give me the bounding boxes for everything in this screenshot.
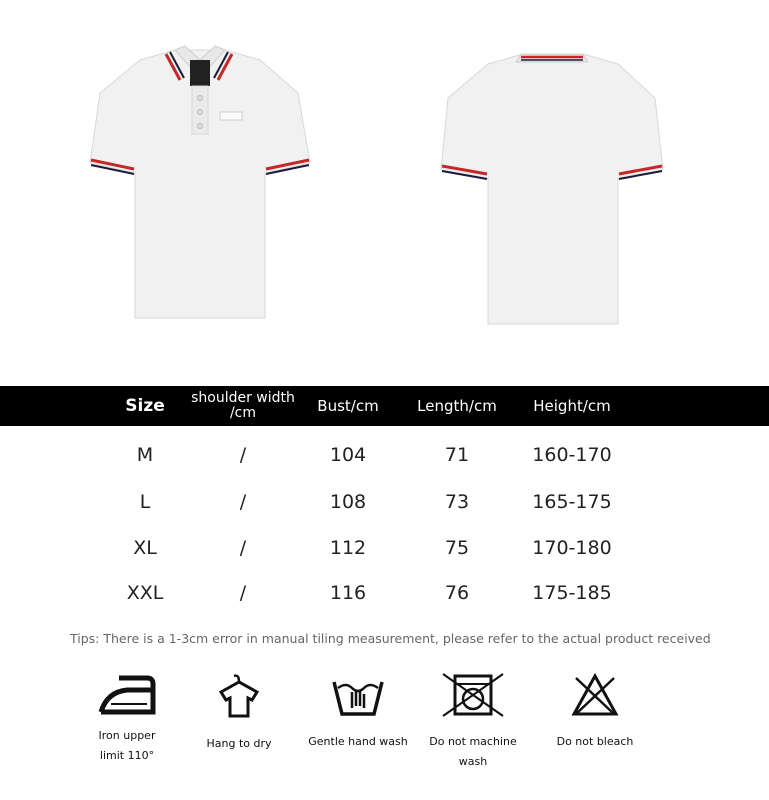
cell-size: L	[139, 491, 151, 513]
cell-length: 73	[444, 491, 470, 513]
header-bust: Bust/cm	[317, 396, 379, 415]
hand-wash-icon	[330, 672, 386, 718]
cell-height: 175-185	[532, 582, 612, 604]
header-shoulder-line1: shoulder width	[191, 390, 295, 406]
hang-dry-icon	[216, 672, 262, 720]
measurement-tip: Tips: There is a 1-3cm error in manual tiling measurement, please refer to the actual product received	[70, 631, 711, 646]
care-hang-dry	[184, 672, 294, 754]
care-label: Hang to dry	[206, 737, 272, 750]
cell-shoulder: /	[239, 491, 247, 513]
back-view-image	[433, 38, 733, 338]
cell-size: XL	[133, 537, 157, 559]
care-no-machine-wash	[418, 672, 528, 772]
cell-size: M	[136, 444, 154, 466]
cell-bust: 116	[329, 582, 367, 604]
care-label: Gentle hand wash	[308, 735, 408, 748]
header-size: Size	[125, 395, 165, 416]
cell-height: 170-180	[532, 537, 612, 559]
no-bleach-icon	[570, 672, 620, 718]
cell-bust: 108	[329, 491, 367, 513]
cell-height: 165-175	[532, 491, 612, 513]
care-label: limit 110°	[99, 749, 155, 762]
front-view-image	[80, 38, 380, 338]
header-height: Height/cm	[533, 396, 611, 415]
care-hand-wash	[303, 672, 413, 752]
table-row	[0, 435, 769, 475]
care-label: Iron upper	[98, 729, 156, 742]
care-no-bleach	[540, 672, 650, 752]
no-machine-wash-icon	[441, 672, 505, 718]
cell-size: XXL	[126, 582, 164, 604]
cell-shoulder: /	[239, 582, 247, 604]
care-label: Do not machine wash	[429, 735, 517, 768]
table-row	[0, 528, 769, 568]
header-shoulder-width	[180, 386, 306, 426]
size-table-header	[0, 386, 769, 426]
care-iron	[72, 672, 182, 766]
cell-bust: 104	[329, 444, 367, 466]
cell-bust: 112	[329, 537, 367, 559]
cell-shoulder: /	[239, 537, 247, 559]
cell-length: 71	[444, 444, 470, 466]
cell-length: 76	[444, 582, 470, 604]
cell-shoulder: /	[239, 444, 247, 466]
care-label: Do not bleach	[556, 735, 634, 748]
header-length: Length/cm	[417, 396, 497, 415]
cell-height: 160-170	[532, 444, 612, 466]
iron-icon	[97, 672, 157, 718]
header-shoulder-line2: /cm	[229, 405, 257, 421]
cell-length: 75	[444, 537, 470, 559]
table-row	[0, 482, 769, 522]
table-row	[0, 573, 769, 613]
